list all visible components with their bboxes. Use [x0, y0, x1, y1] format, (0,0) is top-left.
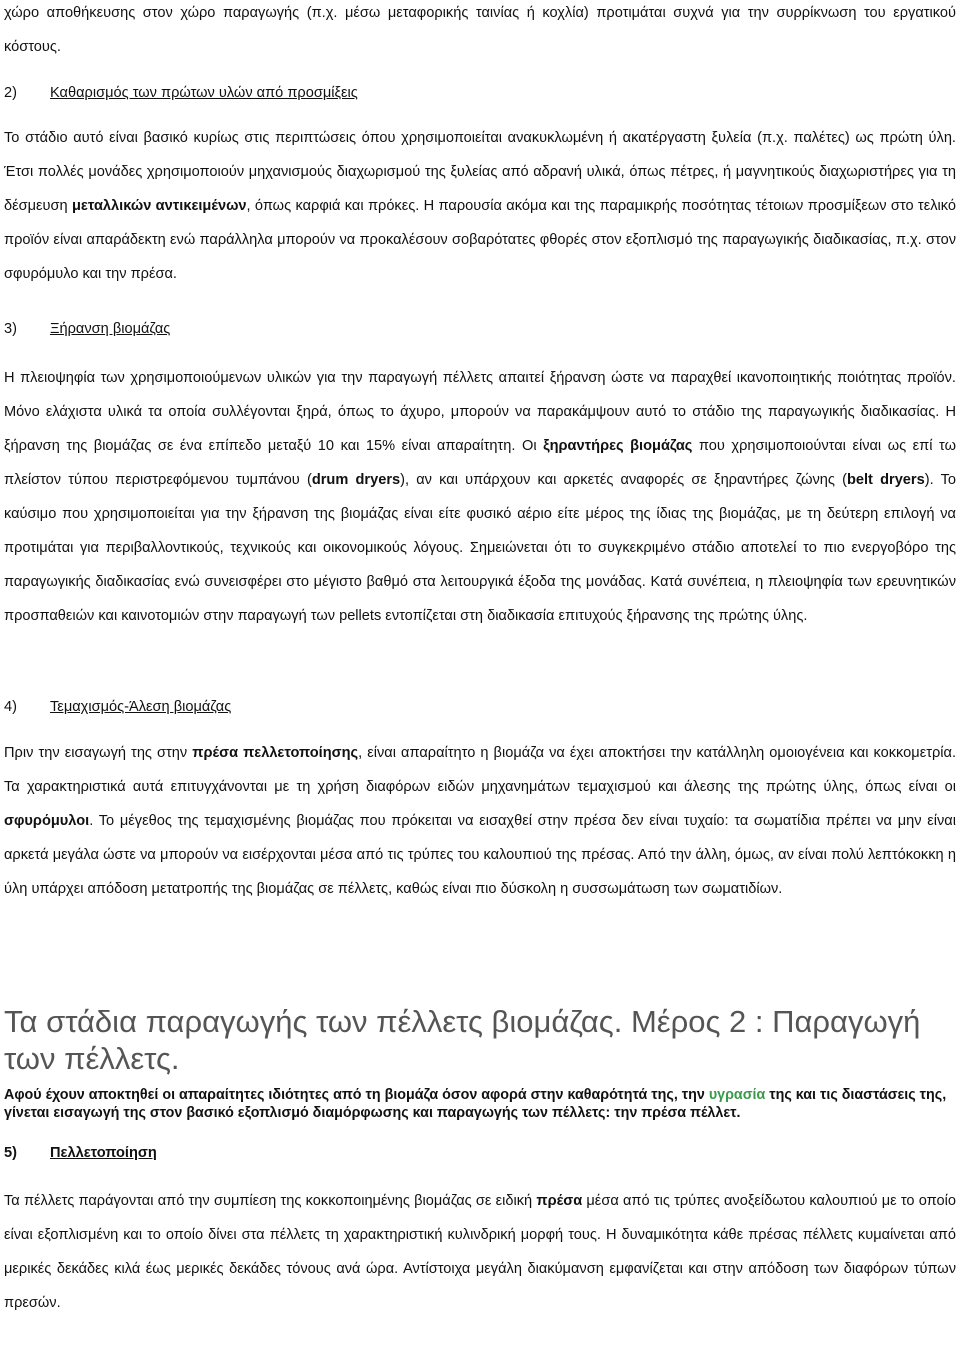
- paragraph-text: Τα πέλλετς παράγονται από την συμπίεση της κοκκοποιημένης βιομάζας σε ειδική πρέσα μέσα από τις τρύπες ανοξείδωτου καλουπιού με το οποίο είναι εξοπλισμένη και το οποίο δίνει στα πέλλετς τη χαρακτηριστική κυλινδρική μορφή τους. Η δυναμικότητα κάθε πρέσας πέλλετς κυμαίνεται από μερικές δεκάδες κιλά έως μερικές δεκάδες τόνους ανά ώρα. Αντίστοιχα μεγάλη διακύμανση εμφανίζεται και στην απόδοση των διαφόρων τύπων πρεσών.: [4, 1193, 956, 1311]
- section-heading-4: [4, 697, 956, 717]
- section-title: [4, 1003, 956, 1077]
- section-heading-2: [4, 83, 956, 103]
- intro-paragraph: [4, 1086, 956, 1122]
- heading-title: Ξήρανση βιομάζας: [50, 321, 171, 337]
- paragraph-cleaning: [4, 121, 956, 291]
- intro-text: Αφού έχουν αποκτηθεί οι απαραίτητες ιδιότητες από τη βιομάζα όσον αφορά στην καθαρότητά της, την υγρασία της και τις διαστάσεις της, γίνεται εισαγωγή της στον βασικό εξοπλισμό διαμόρφωσης και παραγωγής των πέλλετς: την πρέσα πέλλετ.: [4, 1087, 947, 1121]
- section-heading-3: [4, 319, 956, 339]
- heading-number: 3): [4, 321, 17, 337]
- humidity-highlight: υγρασία: [708, 1087, 766, 1103]
- paragraph-drying: [4, 361, 956, 633]
- heading-number: 4): [4, 699, 17, 715]
- heading-title: Πελλετοποίηση: [50, 1145, 157, 1161]
- heading-title: Καθαρισμός των πρώτων υλών από προσμίξεις: [50, 85, 358, 101]
- paragraph-pelletizing: [4, 1184, 956, 1320]
- paragraph-text: Το στάδιο αυτό είναι βασικό κυρίως στις περιπτώσεις όπου χρησιμοποιείται ανακυκλωμένη ή ακατέργαστη ξυλεία (π.χ. παλέτες) ως πρώτη ύλη. Έτσι πολλές μονάδες χρησιμοποιούν μηχανισμούς διαχωρισμού της ξυλείας από αδρανή υλικά, όπως πέτρες, ή μαγνητικούς διαχωριστήρες για τη δέσμευση μεταλλικών αντικειμένων, όπως καρφιά και πρόκες. Η παρουσία ακόμα και της παραμικρής ποσότητας τέτοιων προσμίξεων στο τελικό προϊόν είναι απαράδεκτη ενώ παράλληλα μπορούν να προκαλέσουν σοβαρότατες φθορές στον εξοπλισμό της παραγωγικής διαδικασίας, π.χ. στον σφυρόμυλο και την πρέσα.: [4, 130, 956, 282]
- paragraph-grinding: [4, 736, 956, 906]
- heading-number: 2): [4, 85, 17, 101]
- paragraph-text: χώρο αποθήκευσης στον χώρο παραγωγής (π.χ. μέσω μεταφορικής ταινίας ή κοχλία) προτιμάται συχνά για την συρρίκνωση του εργατικού κόστους.: [4, 5, 956, 55]
- paragraph-continuation: [4, 0, 956, 64]
- paragraph-text: Η πλειοψηφία των χρησιμοποιούμενων υλικών για την παραγωγή πέλλετς απαιτεί ξήρανση ώστε να παραχθεί ικανοποιητικής ποιότητας προϊόν. Μόνο ελάχιστα υλικά τα οποία συλλέγονται ξηρά, όπως το άχυρο, μπορούν να παρακάμψουν αυτό το στάδιο της παραγωγικής διαδικασίας. Η ξήρανση της βιομάζας σε ένα επίπεδο μεταξύ 10 και 15% είναι απαραίτητη. Οι ξηραντήρες βιομάζας που χρησιμοποιούνται είναι ως επί τω πλείστον τύπου περιστρεφόμενου τυμπάνου (drum dryers), αν και υπάρχουν και αρκετές αναφορές σε ξηραντήρες ζώνης (belt dryers). Το καύσιμο που χρησιμοποιείται για την ξήρανση της βιομάζας είναι είτε φυσικό αέριο είτε μέρος της ίδιας της βιομάζας, με τη δεύτερη επιλογή να προτιμάται για περιβαλλοντικούς, τεχνικούς και οικονομικούς λόγους. Σημειώνεται ότι το συγκεκριμένο στάδιο αποτελεί το πιο ενεργοβόρο της παραγωγικής διαδικασίας ενώ συνεισφέρει στο μέγιστο βαθμό στα λειτουργικά έξοδα της μονάδας. Κατά συνέπεια, η πλειοψηφία των ερευνητικών προσπαθειών και καινοτομιών στην παραγωγή των pellets εντοπίζεται στη διαδικασία επιτυχούς ξήρανσης της πρώτης ύλης.: [4, 370, 956, 624]
- heading-number: 5): [4, 1145, 17, 1161]
- section-heading-5: [4, 1143, 956, 1163]
- heading-title: Τεμαχισμός-Άλεση βιομάζας: [50, 699, 232, 715]
- section-title-text: Τα στάδια παραγωγής των πέλλετς βιομάζας. Μέρος 2 : Παραγωγή των πέλλετς.: [4, 1004, 921, 1076]
- paragraph-text: Πριν την εισαγωγή της στην πρέσα πελλετοποίησης, είναι απαραίτητο η βιομάζα να έχει αποκτήσει την κατάλληλη ομοιογένεια και κοκκομετρία. Τα χαρακτηριστικά αυτά επιτυγχάνονται με τη χρήση διαφόρων ειδών μηχανημάτων τεμαχισμού και άλεσης της πρώτης ύλης, όπως είναι οι σφυρόμυλοι. Το μέγεθος της τεμαχισμένης βιομάζας που πρόκειται να εισαχθεί στην πρέσα δεν είναι τυχαίο: τα σωματίδια πρέπει να μην είναι αρκετά μεγάλα ώστε να μπορούν να εισέρχονται μέσα από τις τρύπες του καλουπιού της πρέσας. Από την άλλη, όμως, αν είναι πολύ λεπτόκοκκη η ύλη υπάρχει απόδοση μετατροπής της βιομάζας σε πέλλετς, καθώς είναι πιο δύσκολη η συσσωμάτωση των σωματιδίων.: [4, 745, 957, 897]
